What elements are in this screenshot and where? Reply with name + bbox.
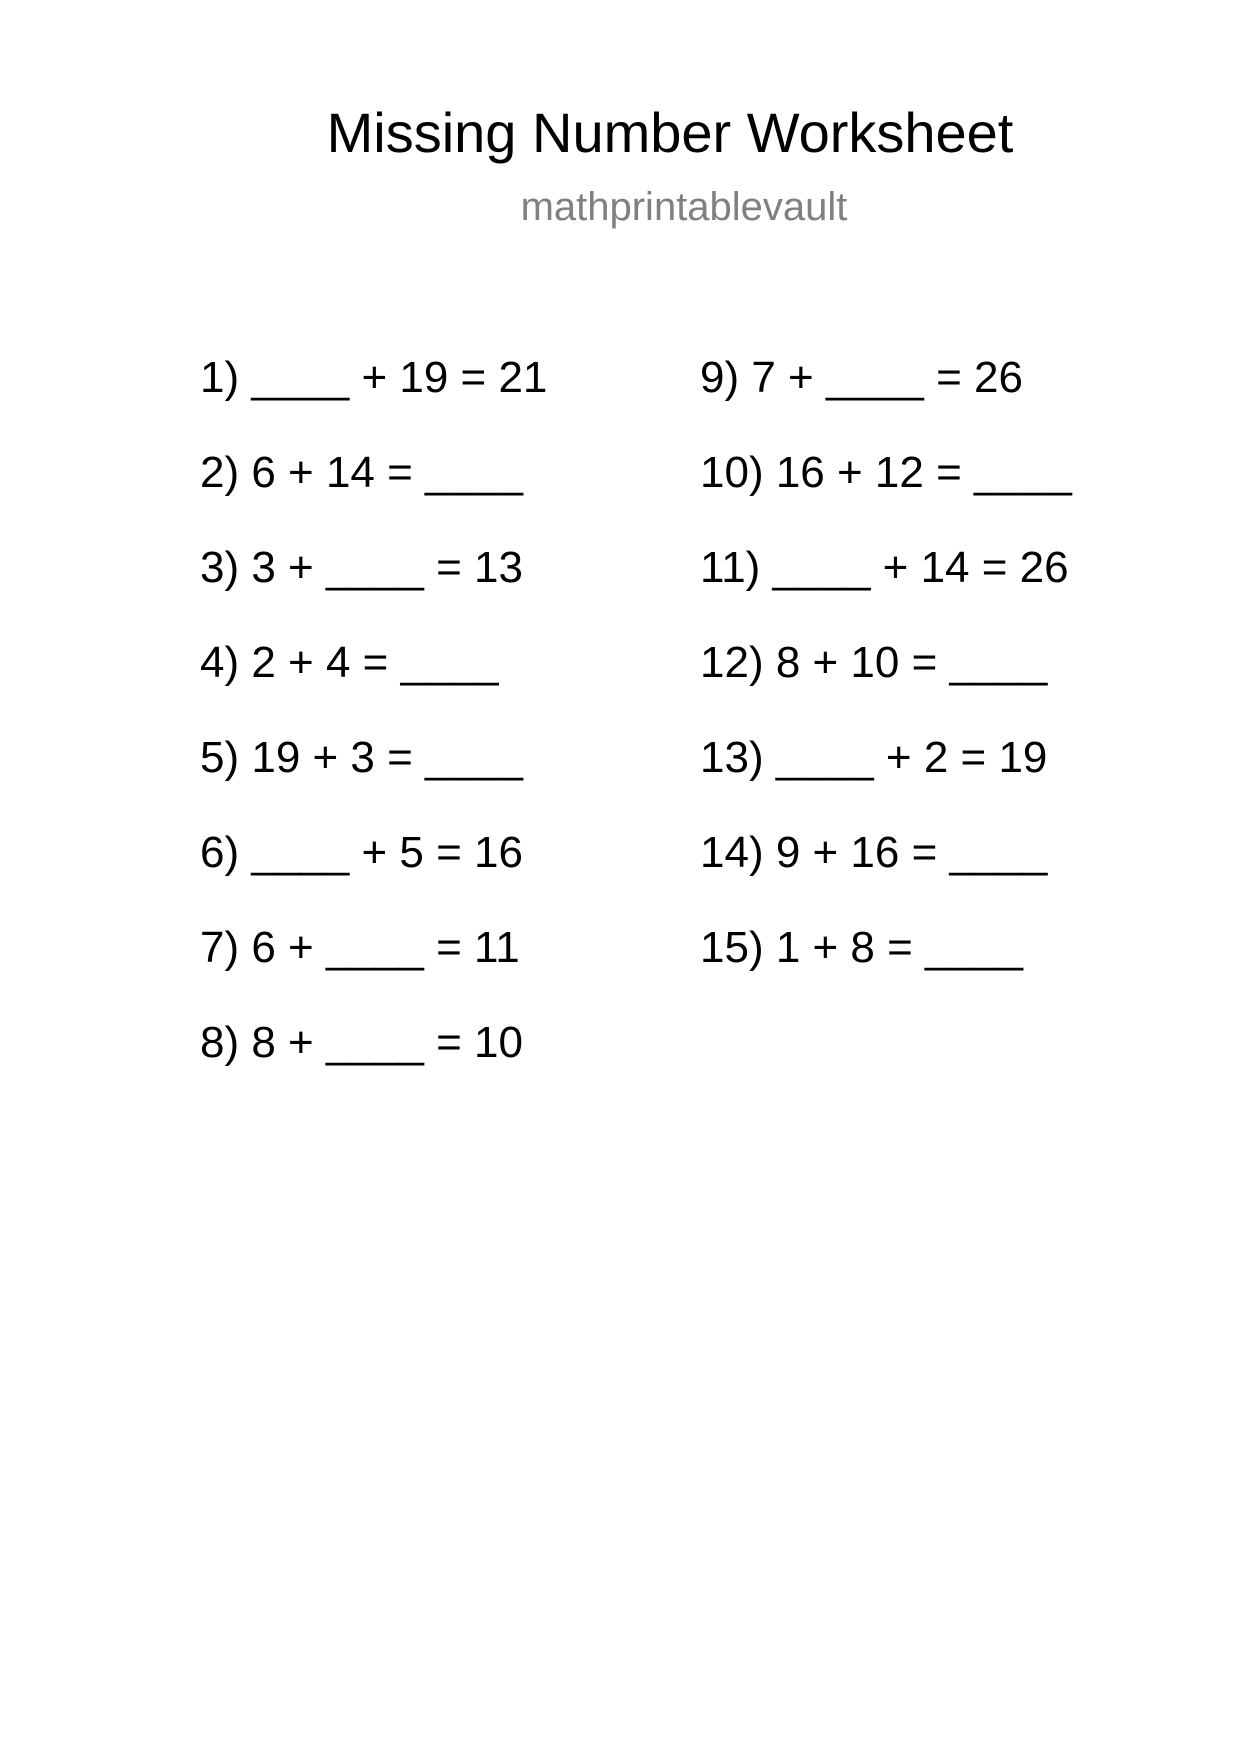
problem-15: 15) 1 + 8 = ____ [700, 923, 1023, 972]
problem-12: 12) 8 + 10 = ____ [700, 638, 1048, 687]
problem-4: 4) 2 + 4 = ____ [200, 638, 499, 687]
problem-column-right [700, 350, 1072, 1015]
problem-2: 2) 6 + 14 = ____ [200, 448, 523, 497]
problem-9: 9) 7 + ____ = 26 [700, 353, 1023, 402]
problem-10: 10) 16 + 12 = ____ [700, 448, 1072, 497]
worksheet-title: Missing Number Worksheet [326, 101, 1014, 164]
worksheet-source: mathprintablevault [520, 185, 848, 229]
problem-6: 6) ____ + 5 = 16 [200, 828, 523, 877]
problem-7: 7) 6 + ____ = 11 [200, 923, 520, 972]
problem-14: 14) 9 + 16 = ____ [700, 828, 1048, 877]
problem-1: 1) ____ + 19 = 21 [200, 353, 548, 402]
problem-column-left [200, 350, 547, 1110]
problem-3: 3) 3 + ____ = 13 [200, 543, 523, 592]
problem-5: 5) 19 + 3 = ____ [200, 733, 523, 782]
problem-11: 11) ____ + 14 = 26 [700, 543, 1069, 592]
problem-13: 13) ____ + 2 = 19 [700, 733, 1048, 782]
problem-8: 8) 8 + ____ = 10 [200, 1018, 523, 1067]
